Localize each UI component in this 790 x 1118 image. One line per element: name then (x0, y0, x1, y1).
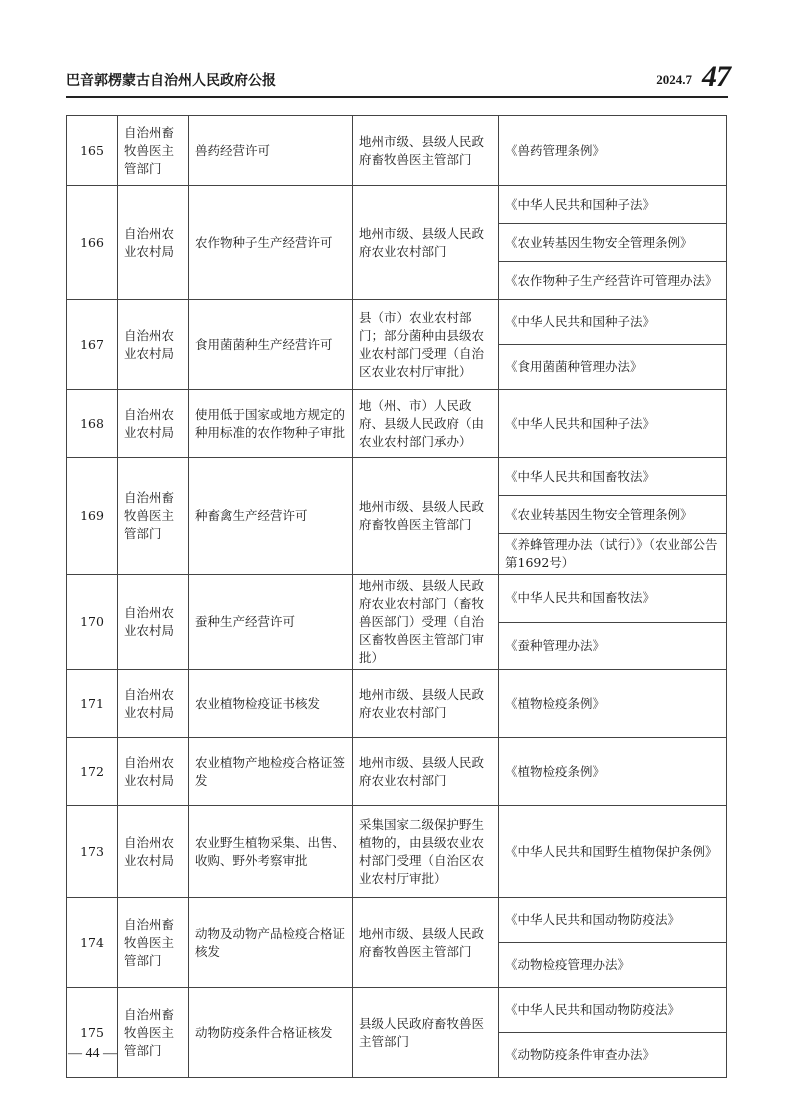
header-divider (66, 96, 728, 98)
permit-item-cell: 蚕种生产经营许可 (189, 575, 353, 670)
permit-item-cell: 种畜禽生产经营许可 (189, 458, 353, 575)
legal-basis-cell: 《农业转基因生物安全管理条例》 (499, 224, 727, 262)
permit-item-cell: 使用低于国家或地方规定的种用标准的农作物种子审批 (189, 390, 353, 458)
page-number: — 44 — (68, 1046, 117, 1061)
authority-cell: 地州市级、县级人民政府农业农村部门 (353, 186, 499, 300)
permit-item-cell: 农业野生植物采集、出售、收购、野外考察审批 (189, 806, 353, 898)
item-number-cell: 175 (67, 988, 118, 1078)
table-row (67, 670, 727, 738)
legal-basis-cell: 《农作物种子生产经营许可管理办法》 (499, 262, 727, 300)
table-row (67, 898, 727, 943)
item-number-cell: 165 (67, 116, 118, 186)
permit-table (66, 115, 727, 1078)
item-number-cell: 170 (67, 575, 118, 670)
item-number-cell: 173 (67, 806, 118, 898)
legal-basis-cell: 《动物防疫条件审查办法》 (499, 1033, 727, 1078)
page-header (66, 60, 730, 93)
permit-item-cell: 食用菌菌种生产经营许可 (189, 300, 353, 390)
table-row (67, 806, 727, 898)
department-cell: 自治州农业农村局 (118, 738, 189, 806)
authority-cell: 地州市级、县级人民政府农业农村部门（畜牧兽医部门）受理（自治区畜牧兽医主管部门审批） (353, 575, 499, 670)
legal-basis-cell: 《动物检疫管理办法》 (499, 943, 727, 988)
item-number-cell: 167 (67, 300, 118, 390)
item-number-cell: 174 (67, 898, 118, 988)
department-cell: 自治州农业农村局 (118, 390, 189, 458)
legal-basis-cell: 《植物检疫条例》 (499, 738, 727, 806)
authority-cell: 地（州、市）人民政府、县级人民政府（由农业农村部门承办） (353, 390, 499, 458)
issue-date: 2024.7 (656, 72, 692, 87)
department-cell: 自治州畜牧兽医主管部门 (118, 458, 189, 575)
item-number-cell: 166 (67, 186, 118, 300)
permit-item-cell: 兽药经营许可 (189, 116, 353, 186)
legal-basis-cell: 《植物检疫条例》 (499, 670, 727, 738)
legal-basis-cell: 《中华人民共和国种子法》 (499, 300, 727, 345)
authority-cell: 县（市）农业农村部门；部分菌种由县级农业农村部门受理（自治区农业农村厅审批） (353, 300, 499, 390)
department-cell: 自治州畜牧兽医主管部门 (118, 988, 189, 1078)
legal-basis-cell: 《中华人民共和国畜牧法》 (499, 575, 727, 623)
table-row (67, 390, 727, 458)
department-cell: 自治州农业农村局 (118, 670, 189, 738)
legal-basis-cell: 《中华人民共和国动物防疫法》 (499, 898, 727, 943)
legal-basis-cell: 《农业转基因生物安全管理条例》 (499, 496, 727, 534)
department-cell: 自治州畜牧兽医主管部门 (118, 898, 189, 988)
permit-item-cell: 农作物种子生产经营许可 (189, 186, 353, 300)
department-cell: 自治州农业农村局 (118, 575, 189, 670)
department-cell: 自治州农业农村局 (118, 300, 189, 390)
permit-item-cell: 动物防疫条件合格证核发 (189, 988, 353, 1078)
legal-basis-cell: 《中华人民共和国动物防疫法》 (499, 988, 727, 1033)
legal-basis-cell: 《蚕种管理办法》 (499, 622, 727, 670)
table-row (67, 988, 727, 1033)
publication-title: 巴音郭楞蒙古自治州人民政府公报 (66, 73, 276, 89)
legal-basis-cell: 《中华人民共和国种子法》 (499, 186, 727, 224)
department-cell: 自治州农业农村局 (118, 186, 189, 300)
legal-basis-cell: 《食用菌菌种管理办法》 (499, 345, 727, 390)
table-row (67, 300, 727, 345)
department-cell: 自治州畜牧兽医主管部门 (118, 116, 189, 186)
permit-item-cell: 农业植物产地检疫合格证签发 (189, 738, 353, 806)
permit-item-cell: 动物及动物产品检疫合格证核发 (189, 898, 353, 988)
legal-basis-cell: 《中华人民共和国畜牧法》 (499, 458, 727, 496)
authority-cell: 地州市级、县级人民政府畜牧兽医主管部门 (353, 898, 499, 988)
item-number-cell: 168 (67, 390, 118, 458)
authority-cell: 地州市级、县级人民政府畜牧兽医主管部门 (353, 116, 499, 186)
authority-cell: 地州市级、县级人民政府畜牧兽医主管部门 (353, 458, 499, 575)
item-number-cell: 171 (67, 670, 118, 738)
legal-basis-cell: 《养蜂管理办法（试行）》（农业部公告第1692号） (499, 534, 727, 575)
table-row (67, 186, 727, 224)
department-cell: 自治州农业农村局 (118, 806, 189, 898)
table-row (67, 575, 727, 623)
item-number-cell: 169 (67, 458, 118, 575)
authority-cell: 地州市级、县级人民政府农业农村部门 (353, 670, 499, 738)
page-badge: 47 (702, 60, 730, 93)
authority-cell: 地州市级、县级人民政府农业农村部门 (353, 738, 499, 806)
authority-cell: 县级人民政府畜牧兽医主管部门 (353, 988, 499, 1078)
legal-basis-cell: 《兽药管理条例》 (499, 116, 727, 186)
item-number-cell: 172 (67, 738, 118, 806)
authority-cell: 采集国家二级保护野生植物的，由县级农业农村部门受理（自治区农业农村厅审批） (353, 806, 499, 898)
legal-basis-cell: 《中华人民共和国种子法》 (499, 390, 727, 458)
table-row (67, 738, 727, 806)
table-row (67, 116, 727, 186)
permit-item-cell: 农业植物检疫证书核发 (189, 670, 353, 738)
legal-basis-cell: 《中华人民共和国野生植物保护条例》 (499, 806, 727, 898)
table-row (67, 458, 727, 496)
